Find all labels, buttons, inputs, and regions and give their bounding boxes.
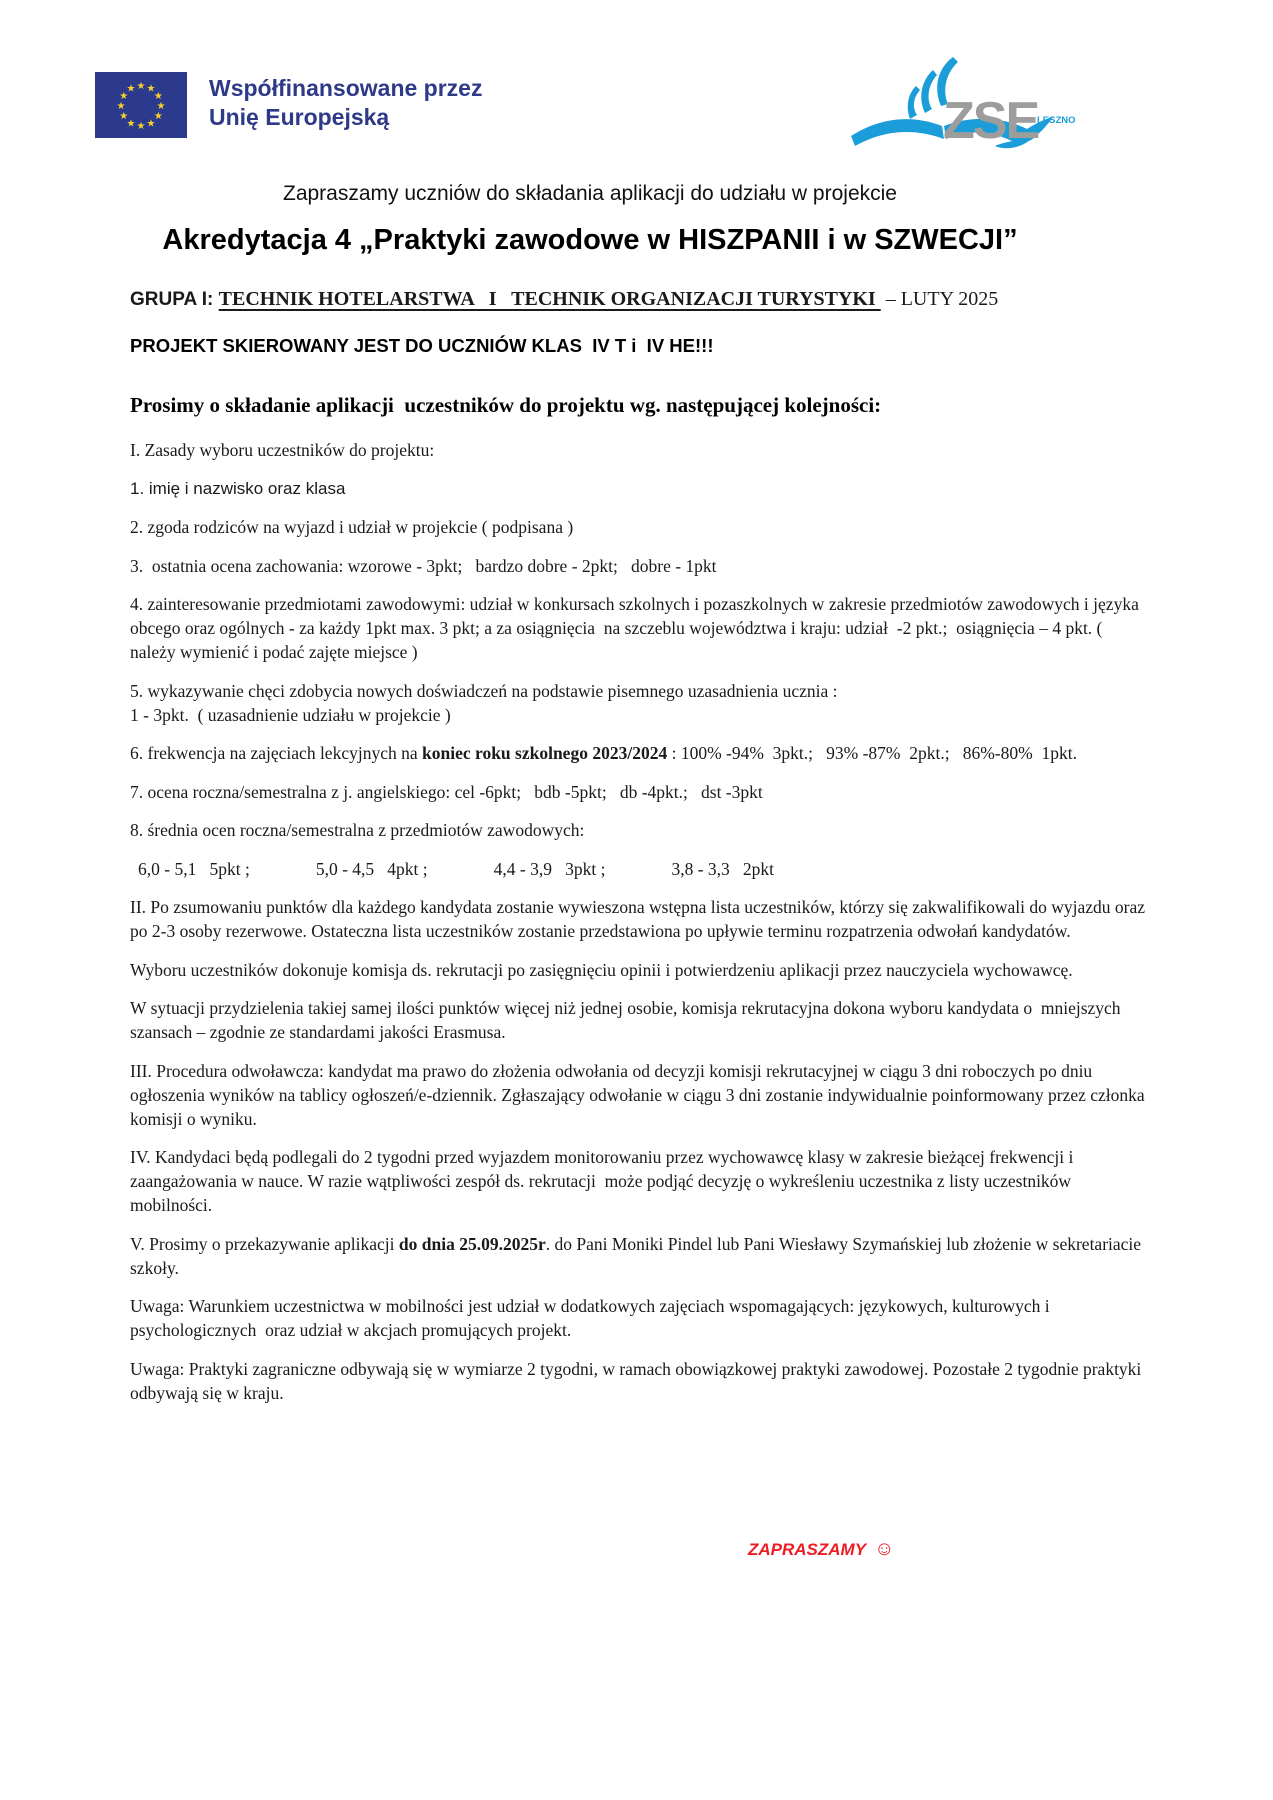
svg-text:★: ★ <box>119 91 129 102</box>
rule-item-5: 5. wykazywanie chęci zdobycia nowych doświadczeń na podstawie pisemnego uzasadnienia ucznia : 1 - 3pkt. ( uzasadnienie udziału w projekcie ) <box>130 680 838 725</box>
svg-text:★: ★ <box>126 118 136 130</box>
rule-item-6-bold: koniec roku szkolnego 2023/2024 <box>422 743 668 763</box>
grade-range-2: 5,0 - 4,5 4pkt ; <box>315 858 428 879</box>
paragraph-IV: IV. Kandydaci będą podlegali do 2 tygodni przed wyjazdem monitorowaniu przez wychowawcę klasy w zakresie bieżącej frekwencji i zaangażowania w nauce. W razie wątpliwości zespół ds. rekrutacji może podjąć decyzję o wykreśleniu uczestnika z listy uczestników mobilności. <box>130 1147 1078 1215</box>
paragraph-III: III. Procedura odwoławcza: kandydat ma prawo do złożenia odwołania od decyzji komisji rekrutacyjnej w ciągu 3 dni roboczych po dniu ogłoszenia wyników na tablicy ogłoszeń/e-dziennik. Zgłaszający odwołanie w ciągu 3 dni zostanie indywidualnie poinformowany przez członka komisji o wyniku. <box>130 1060 1150 1129</box>
svg-text:★: ★ <box>136 81 146 92</box>
zse-logo-text: ZSE <box>943 92 1039 150</box>
note-1: Uwaga: Warunkiem uczestnictwa w mobilności jest udział w dodatkowych zajęciach wspomagających: językowych, kulturowych i psychologicznych oraz udział w akcjach promujących projekt. <box>130 1296 1055 1340</box>
paragraph-V-pre: V. Prosimy o przekazywanie aplikacji <box>130 1233 399 1254</box>
grade-range-1: 6,0 - 5,1 5pkt ; <box>138 858 250 879</box>
rule-item-1: 1. imię i nazwisko oraz klasa <box>130 478 346 498</box>
rule-item-6-post: : 100% -94% 3pkt.; 93% -87% 2pkt.; 86%-80% 1pkt. <box>667 743 1077 763</box>
rule-item-6-pre: 6. frekwencja na zajęciach lekcyjnych na <box>130 743 422 763</box>
paragraph-V-post: . do Pani Moniki Pindel lub Pani Wiesławy Szymańskiej lub złożenie w sekretariacie szkoły. <box>130 1233 1146 1278</box>
paragraph-V-deadline: do dnia 25.09.2025r <box>398 1233 546 1254</box>
rules-intro: I. Zasady wyboru uczestników do projektu: <box>130 440 435 460</box>
svg-text:★: ★ <box>116 101 126 112</box>
grades-scale-row <box>130 857 1152 881</box>
svg-text:★: ★ <box>136 121 146 132</box>
group-date: – LUTY 2025 <box>880 288 999 310</box>
grade-range-4: 3,8 - 3,3 2pkt <box>671 858 775 879</box>
target-classes-line: PROJEKT SKIEROWANY JEST DO UCZNIÓW KLAS IV T i IV HE!!! <box>130 335 714 356</box>
svg-text:★: ★ <box>146 83 156 95</box>
rule-item-6 <box>130 741 1152 765</box>
document-body <box>130 288 1152 1419</box>
svg-text:★: ★ <box>156 101 166 112</box>
zse-school-logo <box>845 56 1080 164</box>
svg-text:★: ★ <box>126 83 136 95</box>
group-prefix: GRUPA I: <box>130 289 219 310</box>
eu-flag-icon <box>95 72 187 138</box>
eu-cofunded-logo <box>95 72 482 138</box>
group-line <box>130 288 1152 311</box>
paragraph-committee: Wyboru uczestników dokonuje komisja ds. rekrutacji po zasięgnięciu opinii i potwierdzeniu aplikacji przez nauczyciela wychowawcę. <box>130 959 1073 980</box>
zse-logo-city: LESZNO <box>1037 115 1076 126</box>
closing-invitation <box>748 1538 894 1561</box>
section-heading: Prosimy o składanie aplikacji uczestników do projektu wg. następującej kolejności: <box>130 393 882 417</box>
rule-item-2: 2. zgoda rodziców na wyjazd i udział w projekcie ( podpisana ) <box>130 517 574 537</box>
paragraph-II: II. Po zsumowaniu punktów dla każdego kandydata zostanie wywieszona wstępna lista uczestników, którzy się zakwalifikowali do wyjazdu oraz po 2-3 osoby rezerwowe. Ostateczna lista uczestników zostanie przedstawiona po upływie terminu rozpatrzenia odwołań kandydatów. <box>130 897 1150 941</box>
rule-item-8: 8. średnia ocen roczna/semestralna z przedmiotów zawodowych: <box>130 820 585 840</box>
rule-item-3: 3. ostatnia ocena zachowania: wzorowe - 3pkt; bardzo dobre - 2pkt; dobre - 1pkt <box>130 555 717 576</box>
grade-range-3: 4,4 - 3,9 3pkt ; <box>493 858 606 879</box>
paragraph-V <box>130 1232 1152 1280</box>
eu-cofunded-label: Współfinansowane przez Unię Europejską <box>209 75 483 130</box>
paragraph-tiebreak: W sytuacji przydzielenia takiej samej ilości punktów więcej niż jednej osobie, komisja rekrutacyjna dokona wyboru kandydata o mniejszych szansach – zgodnie ze standardami jakości Erasmusa. <box>130 998 1125 1042</box>
svg-text:★: ★ <box>119 111 129 122</box>
closing-text: ZAPRASZAMY <box>748 1539 867 1559</box>
page-title: Akredytacja 4 „Praktyki zawodowe w HISZPANII i w SZWECJI” <box>162 224 1018 256</box>
smiley-icon: ☺ <box>874 1538 895 1560</box>
note-2: Uwaga: Praktyki zagraniczne odbywają się w wymiarze 2 tygodni, w ramach obowiązkowej praktyki zawodowej. Pozostałe 2 tygodnie praktyki odbywają się w kraju. <box>130 1358 1146 1403</box>
svg-text:★: ★ <box>153 111 163 122</box>
group-subjects: TECHNIK HOTELARSTWA I TECHNIK ORGANIZACJI TURYSTYKI <box>218 288 881 310</box>
svg-text:★: ★ <box>146 118 156 130</box>
svg-text:★: ★ <box>153 91 163 102</box>
rule-item-4: 4. zainteresowanie przedmiotami zawodowymi: udział w konkursach szkolnych i pozaszkolnych w zakresie przedmiotów zawodowych i języka obcego oraz ogólnych - za każdy 1pkt max. 3 pkt; a za osiągnięcia na szczeblu województwa i kraju: udział -2 pkt.; osiągnięcia – 4 pkt. ( należy wymienić i podać zajęte miejsce ) <box>130 594 1144 662</box>
rule-item-7: 7. ocena roczna/semestralna z j. angielskiego: cel -6pkt; bdb -5pkt; db -4pkt.; dst -3pkt <box>130 781 763 802</box>
intro-line: Zapraszamy uczniów do składania aplikacji do udziału w projekcie <box>283 182 897 205</box>
